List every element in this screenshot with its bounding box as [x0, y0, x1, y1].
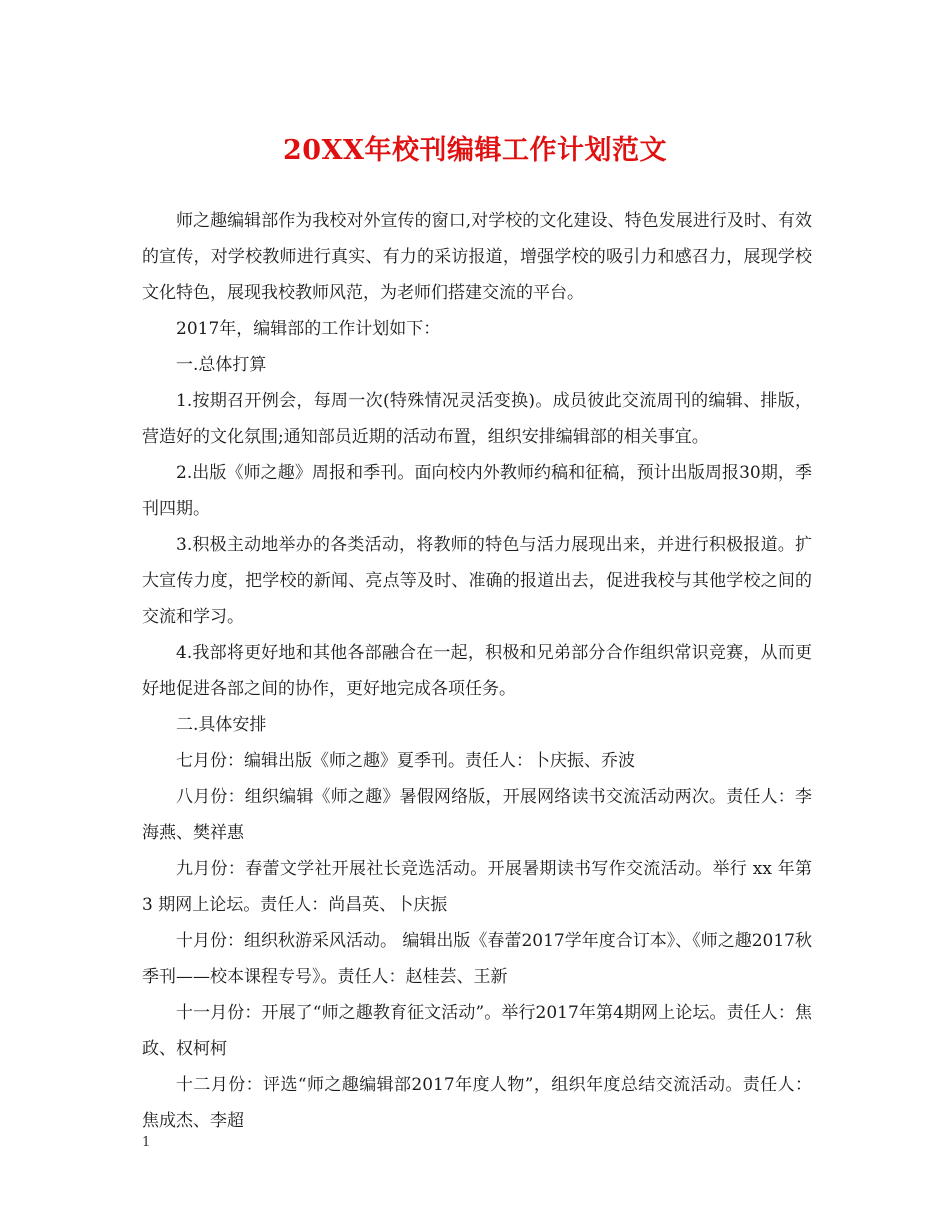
schedule-december: 十二月份：评选“师之趣编辑部2017年度人物”，组织年度总结交流活动。责任人：焦成杰、李超	[142, 1075, 812, 1131]
document-title: 20XX年校刊编辑工作计划范文	[283, 135, 667, 166]
paragraph-item-1: 1.按期召开例会，每周一次(特殊情况灵活变换)。成员彼此交流周刊的编辑、排版，营造好的文化氛围;通知部员近期的活动布置，组织安排编辑部的相关事宜。	[142, 391, 812, 447]
schedule-september: 九月份：春蕾文学社开展社长竞选活动。开展暑期读书写作交流活动。举行 xx 年第 3 期网上论坛。责任人：尚昌英、卜庆振	[142, 859, 812, 915]
page-number: 1	[142, 1135, 151, 1150]
paragraph-plan-heading: 2017年，编辑部的工作计划如下：	[176, 319, 441, 339]
paragraph-item-4: 4.我部将更好地和其他各部融合在一起，积极和兄弟部分合作组织常识竞赛，从而更好地促进各部之间的协作，更好地完成各项任务。	[142, 643, 812, 699]
paragraph-item-3: 3.积极主动地举办的各类活动，将教师的特色与活力展现出来，并进行积极报道。扩大宣传力度，把学校的新闻、亮点等及时、准确的报道出去，促进我校与其他学校之间的交流和学习。	[142, 535, 812, 627]
section-heading-overall: 一.总体打算	[176, 355, 267, 375]
schedule-october: 十月份：组织秋游采风活动。 编辑出版《春蕾2017学年度合订本》、《师之趣2017秋季刊——校本课程专号》。责任人：赵桂芸、王新	[142, 931, 812, 987]
schedule-november: 十一月份：开展了“师之趣教育征文活动”。举行2017年第4期网上论坛。责任人：焦政、权柯柯	[142, 1003, 812, 1059]
schedule-august: 八月份：组织编辑《师之趣》暑假网络版，开展网络读书交流活动两次。责任人：李海燕、樊祥惠	[142, 787, 812, 843]
schedule-july: 七月份：编辑出版《师之趣》夏季刊。责任人：卜庆振、乔波	[176, 751, 635, 771]
section-heading-schedule: 二.具体安排	[176, 715, 267, 735]
paragraph-item-2: 2.出版《师之趣》周报和季刊。面向校内外教师约稿和征稿，预计出版周报30期，季刊四期。	[142, 463, 812, 519]
paragraph-intro: 师之趣编辑部作为我校对外宣传的窗口,对学校的文化建设、特色发展进行及时、有效的宣传，对学校教师进行真实、有力的采访报道，增强学校的吸引力和感召力，展现学校文化特色，展现我校教师风范，为老师们搭建交流的平台。	[142, 211, 812, 303]
